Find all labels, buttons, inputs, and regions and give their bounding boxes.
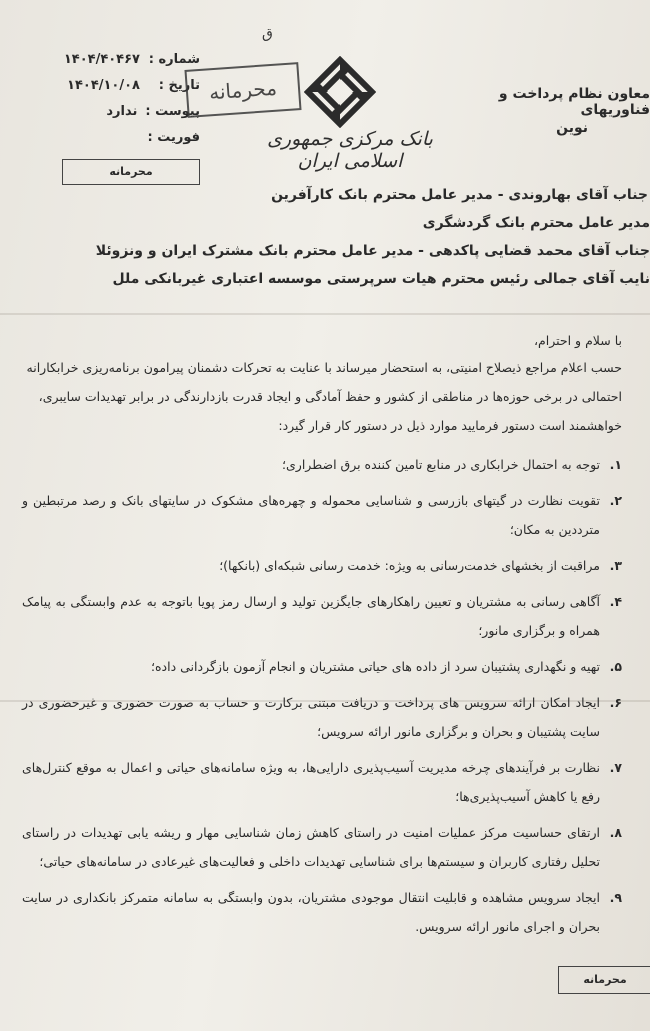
list-item bbox=[22, 551, 622, 580]
date-label: تاریخ : bbox=[158, 77, 200, 93]
list-item bbox=[22, 753, 622, 811]
intro-paragraph bbox=[22, 353, 622, 440]
action-items-list bbox=[22, 450, 622, 948]
recipient-line: مدیر عامل محترم بانک گردشگری bbox=[422, 215, 650, 231]
department-line-2: نوین bbox=[556, 120, 588, 136]
intro-line: خواهشمند است دستور فرمایید موارد ذیل در دستور کار قرار گیرد: bbox=[278, 418, 622, 433]
item-number: ۹. bbox=[609, 890, 622, 905]
attachment-row bbox=[40, 98, 200, 124]
item-text: ایجاد امکان ارائه سرویس های پرداخت و دریافت مبتنی برکارت و حساب به صورت حضوری و غیرحضوری در سایت پشتیبان و بحران و برگزاری مانور ارائه سرویس؛ bbox=[22, 695, 600, 739]
number-row bbox=[40, 46, 200, 72]
date-value: ۱۴۰۴/۱۰/۰۸ bbox=[67, 77, 140, 93]
greeting: با سلام و احترام، bbox=[533, 333, 622, 348]
attachment-value: ندارد bbox=[106, 103, 138, 119]
urgency-row bbox=[40, 124, 200, 150]
urgency-label: فوریت : bbox=[147, 129, 200, 145]
item-number: ۲. bbox=[609, 493, 622, 508]
item-number: ۷. bbox=[609, 760, 622, 775]
item-text: ایجاد سرویس مشاهده و قابلیت انتقال موجودی مشتریان، بدون وابستگی به سامانه متمرکز بانکداری در سایت بحران و اجرای مانور ارائه سرویس. bbox=[22, 890, 600, 934]
item-text: نظارت بر فرآیندهای چرخه مدیریت آسیب‌پذیری دارایی‌ها، به ویژه سامانه‌های حیاتی و اعمال به موقع کنترل‌های رفع یا کاهش آسیب‌پذیری‌ها؛ bbox=[22, 760, 600, 804]
item-text: ارتقای حساسیت مرکز عملیات امنیت در راستای کاهش زمان شناسایی مهار و ریشه یابی تهدیدات در راستای تحلیل رفتاری کاربران و سیستم‌ها برای شناسایی تهدیدات داخلی و فعالیت‌های غیرعادی در سامانه‌های حیاتی؛ bbox=[22, 825, 600, 869]
top-mark: ق bbox=[262, 26, 273, 42]
item-text: تقویت نظارت در گیتهای بازرسی و شناسایی محموله و چهره‌های مشکوک در سایتهای بانک و رصد مرتبطین و مترددین به مکان؛ bbox=[22, 493, 600, 537]
intro-line: احتمالی در برخی حوزه‌ها در مناطقی از کشور و حفظ آمادگی و ایجاد قدرت بازدارندگی در برابر تهدیدات سایبری، bbox=[38, 389, 622, 404]
paper-fold bbox=[0, 313, 650, 315]
item-text: توجه به احتمال خرابکاری در منابع تامین کننده برق اضطراری؛ bbox=[282, 457, 600, 472]
department-line-1: معاون نظام پرداخت و فناوریهای bbox=[498, 86, 650, 118]
list-item bbox=[22, 450, 622, 479]
classification-box: محرمانه bbox=[62, 159, 200, 185]
date-row bbox=[40, 72, 200, 98]
number-value: ۱۴۰۴/۴۰۴۶۷ bbox=[63, 51, 140, 67]
item-text: مراقبت از بخشهای خدمت‌رسانی به ویژه: خدمت رسانی شبکه‌ای (بانکها)؛ bbox=[219, 558, 600, 573]
item-number: ۱. bbox=[609, 457, 622, 472]
item-number: ۴. bbox=[609, 594, 622, 609]
list-item bbox=[22, 652, 622, 681]
intro-line: حسب اعلام مراجع ذیصلاح امنیتی، به استحضار میرساند با عنایت به تحرکات دشمنان پیرامون برنامه‌ریزی خرابکارانه bbox=[26, 360, 622, 375]
list-item bbox=[22, 688, 622, 746]
central-bank-logo-icon bbox=[304, 56, 376, 128]
letter-metadata bbox=[40, 46, 200, 150]
bank-name-signature: بانک مرکزی جمهوری اسلامی ایران bbox=[267, 128, 433, 172]
list-item bbox=[22, 587, 622, 645]
item-text: آگاهی رسانی به مشتریان و تعیین راهکارهای جایگزین تولید و ارسال رمز پویا باتوجه به عدم وابستگی به پیامک همراه و برگزاری مانور؛ bbox=[22, 594, 600, 638]
list-item bbox=[22, 883, 622, 941]
number-label: شماره : bbox=[148, 51, 200, 67]
list-item bbox=[22, 818, 622, 876]
item-number: ۸. bbox=[609, 825, 622, 840]
department-heading bbox=[450, 86, 650, 154]
attachment-label: پیوست : bbox=[145, 103, 200, 119]
item-number: ۳. bbox=[609, 558, 622, 573]
recipient-line: جناب آقای بهاروندی - مدیر عامل محترم بانک کارآفرین bbox=[271, 187, 648, 203]
recipients-block bbox=[0, 181, 650, 293]
letter-body bbox=[22, 326, 622, 440]
recipient-line: جناب آقای محمد قضایی پاکدهی - مدیر عامل محترم بانک مشترک ایران و ونزوئلا bbox=[95, 243, 650, 259]
item-number: ۵. bbox=[609, 659, 622, 674]
list-item bbox=[22, 486, 622, 544]
recipient-line: نایب آقای جمالی رئیس محترم هیات سرپرستی موسسه اعتباری غیربانکی ملل bbox=[112, 271, 650, 287]
item-text: تهیه و نگهداری پشتیبان سرد از داده های حیاتی مشتریان و انجام آزمون بازگردانی داده؛ bbox=[151, 659, 600, 674]
footer-classification-box: محرمانه bbox=[558, 966, 650, 994]
confidential-stamp: محرمانه bbox=[184, 62, 301, 118]
item-number: ۶. bbox=[609, 695, 622, 710]
